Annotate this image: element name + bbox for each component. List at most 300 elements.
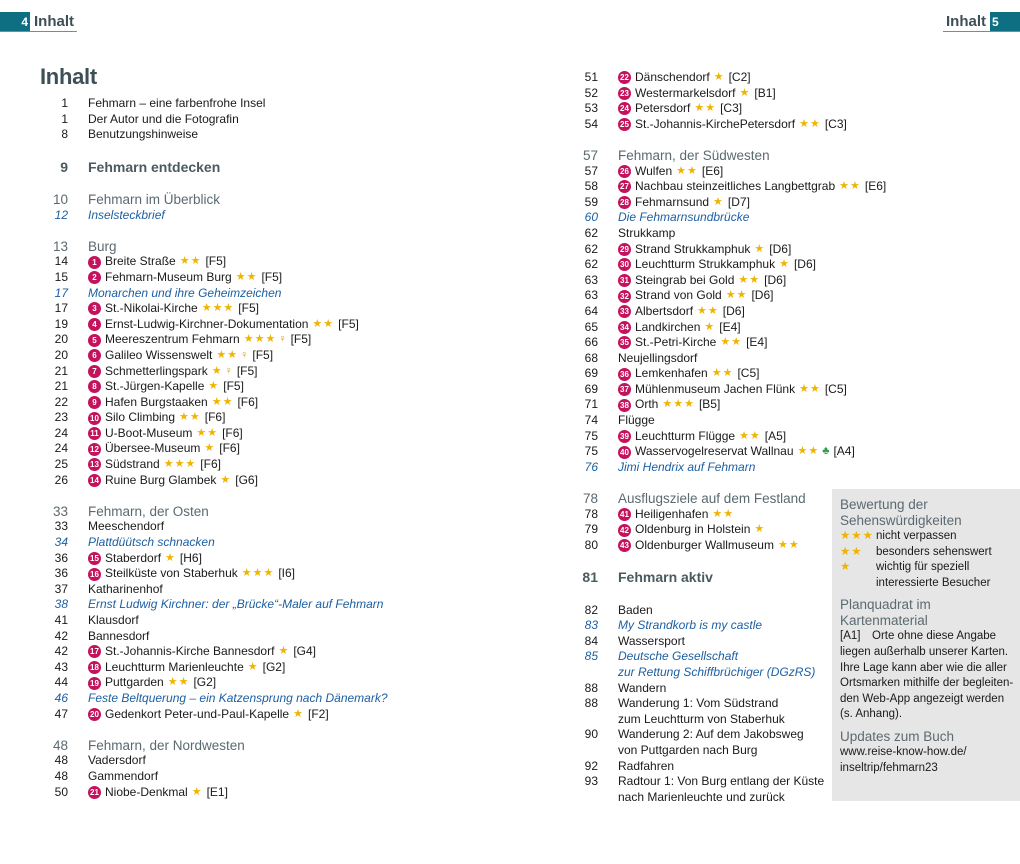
star-rating-icon: ★★ — [720, 336, 743, 349]
toc-entry[interactable] — [40, 348, 510, 364]
rating-title-line-1: Bewertung der — [840, 497, 928, 512]
toc-entry[interactable] — [40, 96, 510, 112]
toc-entry[interactable] — [40, 410, 510, 426]
toc-entry-title: Strand von Gold — [635, 288, 722, 303]
toc-entry-title: Plattdüütsch schnacken — [88, 535, 215, 550]
map-grid-reference: [F5] — [236, 363, 258, 378]
family-icon: ♀ — [224, 364, 233, 377]
toc-entry[interactable] — [40, 519, 510, 535]
toc-entry-title: Leuchtturm Strukkamphuk — [635, 257, 776, 272]
left-page-number: 4 — [0, 12, 30, 32]
toc-entry[interactable] — [570, 507, 830, 523]
toc-entry[interactable] — [570, 101, 830, 117]
rating-title-line-2: Sehenswürdigkeiten — [840, 513, 962, 528]
toc-page-number: 53 — [584, 101, 598, 116]
toc-entry[interactable] — [40, 551, 510, 567]
toc-entry[interactable] — [40, 270, 510, 286]
toc-entry[interactable] — [40, 535, 510, 551]
toc-entry-content — [88, 239, 117, 255]
rating-legend-row — [840, 529, 1012, 545]
toc-entry-content — [618, 164, 723, 180]
family-icon: ♀ — [240, 348, 249, 361]
poi-number-badge: 19 — [88, 677, 101, 690]
toc-page-number: 80 — [584, 537, 598, 552]
toc-entry-title: Oldenburg in Holstein — [635, 522, 751, 537]
toc-entry[interactable] — [570, 712, 830, 728]
toc-entry[interactable] — [570, 195, 830, 211]
toc-entry[interactable] — [570, 273, 830, 289]
toc-entry-title: Schmetterlingspark — [105, 363, 208, 378]
toc-entry[interactable] — [570, 618, 830, 634]
toc-page-number: 93 — [584, 774, 598, 789]
toc-entry-title: Wulfen — [635, 163, 673, 178]
toc-page-number: 12 — [54, 207, 68, 222]
toc-entry[interactable] — [40, 738, 510, 754]
toc-entry-content — [88, 301, 259, 317]
toc-page-number: 57 — [582, 147, 598, 163]
star-rating-icon: ★★ — [179, 255, 202, 268]
grid-text-3: Ortsmarken mithilfe der begleiten- — [840, 677, 1014, 690]
toc-entry-title: Ausflugsziele auf dem Festland — [618, 491, 806, 507]
star-rating-icon: ★★ — [711, 367, 734, 380]
toc-entry[interactable] — [570, 696, 830, 712]
toc-entry[interactable] — [40, 582, 510, 598]
toc-entry-content — [618, 634, 685, 650]
toc-entry[interactable] — [40, 613, 510, 629]
poi-number-badge: 5 — [88, 334, 101, 347]
toc-entry[interactable] — [570, 320, 830, 336]
star-rating-icon: ★ — [713, 195, 724, 208]
grid-text-2: Ihre Lage kann aber wie die aller — [840, 661, 1007, 674]
toc-page-number: 1 — [61, 111, 68, 126]
poi-number-badge: 27 — [618, 180, 631, 193]
toc-page-number: 36 — [54, 550, 68, 565]
toc-entry-content — [88, 254, 226, 270]
toc-entry[interactable] — [570, 603, 830, 619]
toc-page-number: 82 — [584, 602, 598, 617]
star-rating-icon: ★★ — [697, 304, 719, 317]
star-rating-icon: ★★ — [312, 317, 335, 330]
toc-left-list — [40, 96, 510, 800]
toc-entry-content — [88, 379, 244, 395]
map-grid-reference: [C2] — [728, 70, 751, 84]
toc-page-number: 24 — [54, 425, 68, 440]
toc-entry-title: Gedenkort Peter-und-Paul-Kapelle — [105, 706, 290, 721]
star-rating-icon: ★ — [191, 785, 203, 798]
toc-entry[interactable] — [570, 522, 830, 538]
star-rating-icon: ★★ — [840, 545, 863, 558]
poi-number-badge: 25 — [618, 118, 631, 131]
toc-entry-content — [88, 675, 216, 691]
toc-page-number: 48 — [52, 737, 68, 753]
poi-number-badge: 24 — [618, 102, 631, 115]
updates-url-1[interactable]: www.reise-know-how.de/ — [840, 745, 967, 758]
map-grid-reference: [F5] — [290, 332, 312, 347]
toc-entry-title: Hafen Burgstaaken — [105, 394, 208, 409]
toc-page-number: 33 — [54, 519, 68, 534]
toc-entry-title: Ruine Burg Glambek — [105, 472, 217, 487]
toc-entry[interactable] — [40, 112, 510, 128]
toc-entry-content — [88, 691, 388, 707]
toc-entry[interactable] — [40, 473, 510, 489]
spacer — [40, 176, 510, 192]
map-grid-reference: [F5] — [238, 301, 259, 316]
toc-entry-title: St.-Johannis-KirchePetersdorf — [635, 116, 796, 131]
rating-legend — [840, 529, 1012, 591]
toc-entry-title: Wanderung 2: Auf dem Jakobsweg — [618, 727, 804, 742]
toc-page-number: 74 — [584, 413, 598, 428]
toc-page-number: 20 — [54, 347, 68, 362]
toc-page-number: 8 — [61, 127, 68, 142]
toc-entry-title: Nachbau steinzeitliches Langbettgrab — [635, 179, 836, 194]
toc-page-number: 47 — [54, 706, 68, 721]
updates-url-2[interactable]: inseltrip/fehmarn23 — [840, 761, 938, 774]
map-grid-reference: [F2] — [307, 706, 329, 721]
toc-entry-content — [618, 774, 824, 790]
poi-number-badge: 41 — [618, 508, 631, 521]
toc-entry[interactable] — [570, 179, 887, 195]
map-grid-reference: [F5] — [223, 379, 244, 394]
family-icon: ♀ — [278, 333, 287, 346]
toc-entry-title: Ernst-Ludwig-Kirchner-Dokumentation — [105, 316, 309, 331]
toc-page-number: 58 — [584, 179, 598, 194]
toc-page-number: 78 — [584, 506, 598, 521]
map-grid-reference: [C5] — [737, 366, 760, 381]
toc-entry-title: Niobe-Denkmal — [105, 784, 188, 799]
toc-entry[interactable] — [570, 116, 847, 133]
star-rating-icon: ★★★ — [243, 333, 277, 346]
star-rating-icon: ★★ — [676, 164, 698, 177]
map-grid-reference: [D6] — [769, 241, 792, 256]
poi-number-badge: 26 — [618, 165, 631, 178]
rating-label: wichtig für speziell — [876, 561, 970, 574]
right-header-title: Inhalt — [946, 13, 986, 30]
toc-entry-title: Benutzungshinweise — [88, 127, 199, 142]
toc-entry-content — [618, 522, 765, 538]
toc-entry[interactable] — [40, 158, 510, 176]
map-grid-reference: [I6] — [278, 566, 296, 581]
star-rating-icon: ★★★ — [840, 530, 874, 542]
star-rating-icon: ★★ — [235, 270, 258, 283]
toc-entry-title: Neujellingsdorf — [618, 350, 698, 365]
map-grid-reference: [E6] — [864, 179, 887, 194]
spacer — [570, 587, 830, 603]
toc-page-number: 48 — [54, 753, 68, 768]
toc-entry[interactable] — [570, 366, 830, 382]
toc-page-number: 71 — [584, 397, 598, 412]
toc-entry[interactable] — [40, 691, 510, 707]
toc-entry-title: Monarchen und ihre Geheimzeichen — [88, 285, 282, 300]
toc-entry-content — [88, 317, 359, 333]
toc-entry[interactable] — [570, 288, 830, 304]
toc-entry[interactable] — [40, 208, 510, 224]
map-grid-reference: [D6] — [793, 257, 816, 272]
poi-number-badge: 18 — [88, 661, 101, 674]
toc-page-number: 24 — [54, 441, 68, 456]
toc-entry[interactable] — [40, 426, 510, 442]
rating-label: besonders sehenswert — [876, 545, 992, 558]
toc-entry-title: U-Boot-Museum — [105, 425, 193, 440]
map-grid-reference: [G2] — [193, 675, 217, 690]
toc-entry-content — [618, 665, 815, 681]
toc-entry[interactable] — [570, 759, 830, 775]
toc-entry[interactable] — [570, 491, 830, 507]
poi-number-badge: 9 — [88, 396, 101, 409]
toc-entry-content — [88, 192, 220, 208]
toc-entry[interactable] — [570, 397, 830, 413]
spacer — [40, 223, 510, 239]
toc-page-number: 33 — [52, 503, 68, 519]
toc-entry-content — [88, 738, 245, 754]
toc-entry-title: Galileo Wissenswelt — [105, 347, 213, 362]
toc-entry[interactable] — [40, 379, 510, 395]
toc-entry-content — [618, 712, 785, 728]
map-grid-reference: [D6] — [722, 303, 745, 318]
toc-entry-title: Silo Climbing — [105, 410, 176, 425]
toc-entry-title: Dänschendorf — [635, 70, 710, 84]
toc-entry-content — [88, 457, 221, 473]
toc-page-number: 21 — [54, 379, 68, 394]
toc-entry[interactable] — [570, 649, 830, 665]
toc-entry[interactable] — [40, 332, 510, 348]
poi-number-badge: 6 — [88, 349, 101, 362]
toc-entry-content — [88, 769, 158, 785]
star-rating-icon: ★★ — [839, 180, 861, 193]
star-rating-icon: ★★ — [211, 395, 234, 408]
toc-entry[interactable] — [570, 790, 830, 806]
toc-entry[interactable] — [570, 429, 830, 445]
toc-entry[interactable] — [40, 597, 510, 613]
toc-page-number: 44 — [54, 675, 68, 690]
toc-entry[interactable] — [570, 164, 830, 180]
toc-page-number: 9 — [60, 158, 68, 175]
rating-legend-row — [840, 576, 1012, 592]
toc-entry-content — [88, 441, 240, 457]
star-rating-icon: ★ — [278, 645, 290, 658]
toc-entry[interactable] — [40, 239, 510, 255]
toc-page-number: 84 — [584, 633, 598, 648]
toc-entry[interactable] — [570, 335, 830, 351]
toc-entry[interactable] — [40, 192, 510, 208]
toc-entry-content — [88, 707, 329, 723]
toc-entry[interactable] — [570, 774, 830, 790]
toc-page-number: 62 — [584, 257, 598, 272]
poi-number-badge: 31 — [618, 274, 631, 287]
toc-entry[interactable] — [40, 364, 510, 380]
toc-entry[interactable] — [40, 457, 510, 473]
toc-entry[interactable] — [570, 569, 830, 587]
star-rating-icon: ★★★ — [662, 398, 695, 411]
toc-entry[interactable] — [40, 707, 510, 723]
toc-entry-title: Heiligenhafen — [635, 506, 709, 521]
toc-entry[interactable] — [40, 395, 510, 411]
toc-entry[interactable] — [570, 304, 830, 320]
toc-entry-content — [88, 660, 285, 676]
toc-page-number: 76 — [584, 459, 598, 474]
toc-entry[interactable] — [570, 226, 830, 242]
toc-page-number: 46 — [54, 690, 68, 705]
toc-entry-content — [88, 410, 225, 426]
toc-entry[interactable] — [570, 413, 830, 429]
toc-page-number: 92 — [584, 758, 598, 773]
toc-entry-title: Klausdorf — [88, 613, 139, 627]
toc-entry[interactable] — [40, 644, 510, 660]
toc-entry-content — [618, 242, 791, 258]
toc-entry-content — [618, 273, 786, 289]
toc-page-number: 1 — [61, 96, 68, 110]
toc-entry[interactable] — [570, 460, 830, 476]
toc-entry[interactable] — [570, 351, 830, 367]
star-rating-icon: ★ — [779, 258, 790, 271]
toc-entry-content — [618, 570, 713, 586]
map-grid-reference: [E4] — [746, 335, 768, 350]
toc-entry-title: Inselsteckbrief — [88, 207, 165, 222]
toc-page-number: 38 — [54, 597, 68, 612]
toc-entry-content — [88, 127, 198, 143]
star-rating-icon: ★ — [754, 242, 766, 255]
toc-entry-content — [88, 160, 220, 176]
toc-entry[interactable] — [40, 785, 510, 801]
poi-number-badge: 14 — [88, 474, 101, 487]
spacer — [40, 722, 510, 738]
toc-entry-content — [88, 364, 258, 380]
toc-entry-content — [88, 208, 165, 224]
map-grid-reference: [C3] — [824, 116, 847, 131]
toc-entry-content — [618, 351, 697, 367]
toc-entry-title: von Puttgarden nach Burg — [618, 742, 758, 757]
toc-entry-title: Vadersdorf — [88, 753, 146, 768]
toc-entry-title: Leuchtturm Marienleuchte — [105, 659, 244, 674]
toc-entry-title: St.-Petri-Kirche — [635, 335, 717, 350]
star-rating-icon: ★ — [713, 71, 725, 83]
toc-entry[interactable] — [570, 257, 830, 273]
toc-entry[interactable] — [570, 381, 847, 398]
toc-entry[interactable] — [570, 444, 855, 460]
toc-entry-title: Mühlenmuseum Jachen Flünk — [635, 381, 796, 396]
toc-page-number: 10 — [52, 191, 68, 207]
toc-entry-content — [618, 148, 770, 164]
toc-entry-title: Meereszentrum Fehmarn — [105, 332, 240, 347]
toc-entry-title: Landkirchen — [635, 319, 701, 334]
poi-number-badge: 21 — [88, 786, 101, 799]
toc-entry-content — [618, 304, 745, 320]
toc-entry[interactable] — [570, 727, 830, 743]
toc-page-number: 20 — [54, 332, 68, 347]
toc-entry-content — [618, 618, 762, 634]
toc-entry[interactable] — [570, 242, 830, 258]
toc-entry-title: nach Marienleuchte und zurück — [618, 789, 785, 804]
map-grid-reference: [E6] — [701, 163, 724, 178]
toc-entry-title: Meeschendorf — [88, 519, 165, 534]
toc-page-number: 13 — [52, 238, 68, 254]
toc-entry-content — [618, 397, 720, 413]
poi-number-badge: 35 — [618, 336, 631, 349]
toc-entry[interactable] — [570, 743, 830, 759]
toc-entry-title: Steingrab bei Gold — [635, 272, 735, 287]
toc-entry-content — [618, 226, 675, 242]
poi-number-badge: 40 — [618, 446, 631, 459]
map-grid-reference: [G6] — [235, 472, 258, 487]
toc-entry-content — [618, 507, 734, 523]
poi-number-badge: 2 — [88, 271, 101, 284]
spacer — [570, 553, 830, 569]
map-grid-reference: [D7] — [727, 194, 750, 209]
toc-page-number: 15 — [54, 269, 68, 284]
toc-entry[interactable] — [570, 681, 830, 697]
poi-number-badge: 1 — [88, 256, 101, 269]
toc-entry[interactable] — [40, 675, 510, 691]
toc-entry-content — [88, 286, 281, 302]
toc-entry-title: Burg — [88, 238, 117, 254]
grid-title: Planquadrat im Kartenmaterial — [840, 597, 931, 629]
toc-entry[interactable] — [40, 629, 510, 645]
toc-page-number: 42 — [54, 628, 68, 643]
star-rating-icon: ★ — [840, 561, 852, 574]
toc-entry[interactable] — [570, 210, 830, 226]
toc-entry-content — [618, 696, 778, 712]
map-grid-reference: [F6] — [219, 441, 240, 456]
toc-entry-content — [618, 649, 738, 665]
toc-entry[interactable] — [570, 634, 830, 650]
toc-entry[interactable] — [40, 301, 510, 317]
toc-entry-content — [618, 70, 751, 86]
toc-entry[interactable] — [570, 148, 830, 164]
poi-number-badge: 17 — [88, 645, 101, 658]
toc-entry[interactable] — [40, 317, 510, 333]
map-grid-reference: [F5] — [252, 347, 274, 362]
toc-entry[interactable] — [40, 660, 510, 676]
map-grid-reference: [A4] — [833, 444, 855, 459]
toc-entry-title: Fehmarnsund — [635, 194, 710, 209]
toc-entry[interactable] — [40, 753, 510, 769]
toc-entry-title: St.-Jürgen-Kapelle — [105, 379, 205, 394]
toc-entry-content — [618, 366, 759, 382]
toc-entry-content — [88, 332, 311, 348]
toc-entry-title: zum Leuchtturm von Staberhuk — [618, 711, 785, 726]
toc-entry[interactable] — [40, 254, 510, 270]
toc-entry[interactable] — [40, 127, 510, 143]
toc-page-number: 60 — [584, 210, 598, 225]
rating-label: nicht verpassen — [876, 530, 957, 542]
toc-entry[interactable] — [570, 86, 830, 102]
toc-entry-content — [618, 460, 755, 476]
toc-entry-content — [618, 320, 741, 336]
toc-entry[interactable] — [570, 538, 830, 554]
toc-entry[interactable] — [570, 70, 830, 86]
toc-entry[interactable] — [40, 286, 510, 302]
toc-page-number: 88 — [584, 680, 598, 695]
star-rating-icon: ★★ — [167, 676, 190, 689]
toc-entry[interactable] — [40, 566, 510, 582]
toc-entry[interactable] — [570, 665, 830, 681]
star-rating-icon: ★★ — [725, 289, 748, 302]
legend-sidebar — [832, 489, 1020, 801]
toc-entry-content — [88, 785, 228, 801]
toc-entry[interactable] — [40, 769, 510, 785]
toc-page-number: 62 — [584, 225, 598, 240]
spacer — [570, 132, 830, 148]
rating-legend-row — [840, 545, 1012, 561]
toc-entry-content — [618, 603, 653, 619]
poi-number-badge: 22 — [618, 71, 631, 84]
toc-entry[interactable] — [40, 504, 510, 520]
map-grid-reference: [B1] — [754, 85, 776, 100]
map-grid-reference: [F5] — [338, 316, 359, 331]
poi-number-badge: 23 — [618, 87, 631, 100]
poi-number-badge: 4 — [88, 318, 101, 331]
toc-entry[interactable] — [40, 441, 510, 457]
toc-entry-title: Fehmarn – eine farbenfrohe Insel — [88, 96, 266, 110]
